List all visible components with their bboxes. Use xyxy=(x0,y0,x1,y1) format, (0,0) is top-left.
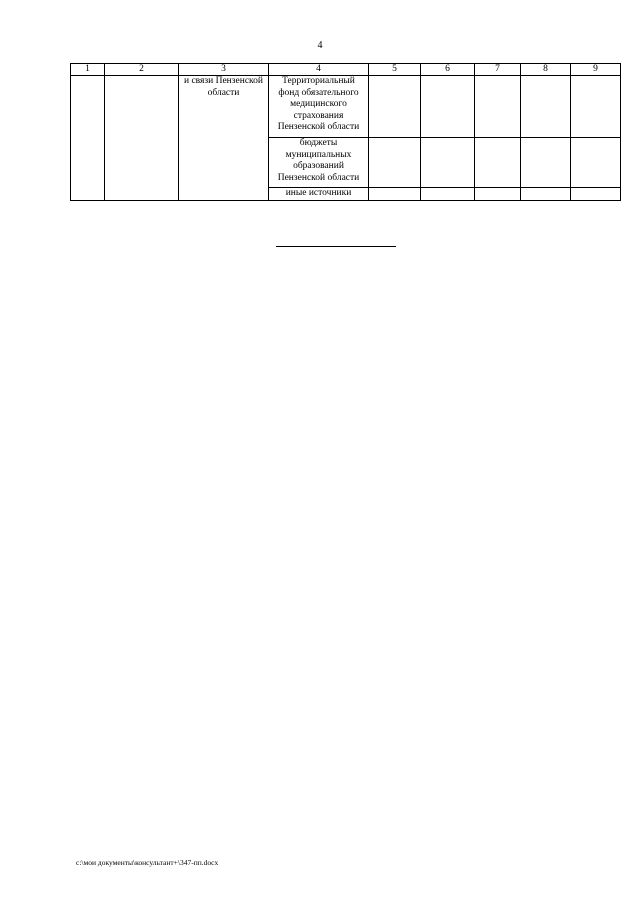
table-cell xyxy=(475,76,521,138)
table-cell xyxy=(105,76,179,201)
table-cell xyxy=(475,188,521,201)
column-header: 2 xyxy=(105,64,179,76)
column-header: 9 xyxy=(571,64,621,76)
table-cell xyxy=(475,138,521,188)
column-header: 5 xyxy=(369,64,421,76)
table-cell xyxy=(571,138,621,188)
table-cell xyxy=(521,188,571,201)
table-cell xyxy=(521,76,571,138)
table-row xyxy=(71,76,621,138)
column-header: 1 xyxy=(71,64,105,76)
column-header: 3 xyxy=(179,64,269,76)
table-cell xyxy=(421,188,475,201)
table-cell xyxy=(521,138,571,188)
table-cell xyxy=(369,76,421,138)
separator-line xyxy=(276,246,396,247)
funding-source-cell: Территориальный фонд обязательного медицинского страхования Пензенской области xyxy=(269,76,369,138)
table-header-row xyxy=(71,64,621,76)
column-header: 6 xyxy=(421,64,475,76)
column-header: 8 xyxy=(521,64,571,76)
table-cell xyxy=(369,188,421,201)
table-cell xyxy=(571,76,621,138)
table-cell xyxy=(71,76,105,201)
column-header: 4 xyxy=(269,64,369,76)
executor-cell: и связи Пензенской области xyxy=(179,76,269,201)
table-cell xyxy=(421,138,475,188)
program-table xyxy=(70,63,621,201)
table-cell xyxy=(571,188,621,201)
column-header: 7 xyxy=(475,64,521,76)
table-cell xyxy=(369,138,421,188)
funding-source-cell: бюджеты муниципальных образований Пензенской области xyxy=(269,138,369,188)
funding-source-cell: иные источники xyxy=(269,188,369,201)
page-number: 4 xyxy=(317,40,323,51)
footer-file-path: c:\мои документы\консультант+\347-пп.docx xyxy=(76,858,219,867)
table-cell xyxy=(421,76,475,138)
